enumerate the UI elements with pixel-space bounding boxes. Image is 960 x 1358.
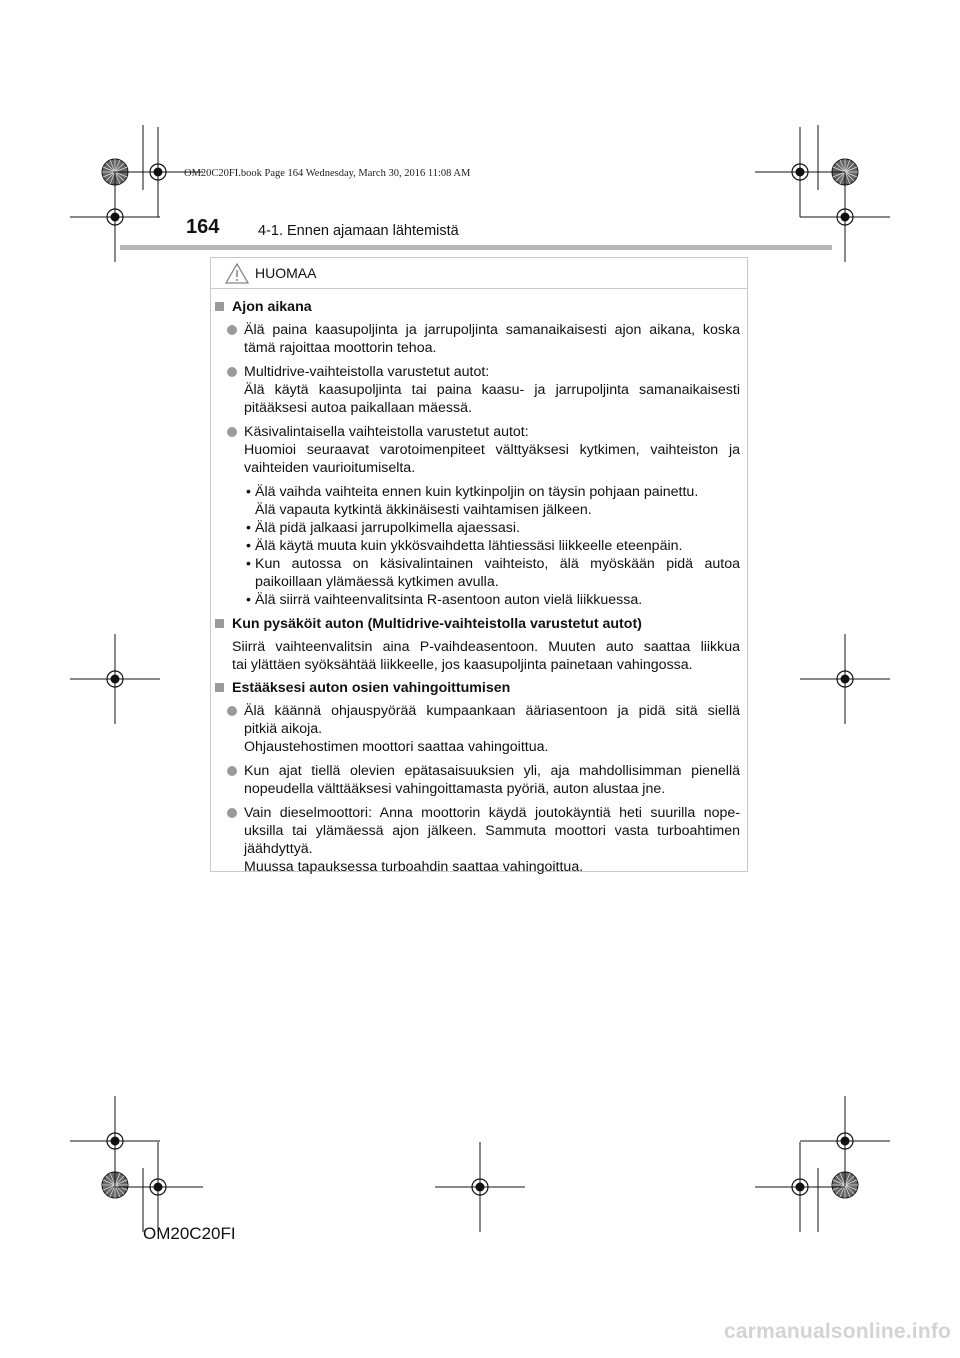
list-item: Vain dieselmoottori: Anna moottorin käydä joutokäyntiä heti suurilla nope- uksilla tai ylämäessä ajon jälkeen. Sammuta moottori vasta turboahtimen jäähdyttyä. Muussa tapauksessa turboahdin saattaa vahingoittua. — [211, 804, 747, 876]
list-item: Multidrive-vaihteistolla varustetut autot: Älä käytä kaasupoljinta tai paina kaasu- ja jarrupoljinta samanaikaisesti pitääksesi autoa paikallaan mäessä. — [211, 363, 747, 417]
print-info: OM20C20FI.book Page 164 Wednesday, March 30, 2016 11:08 AM — [184, 168, 471, 179]
square-bullet-icon — [215, 302, 224, 311]
notice-content — [211, 298, 747, 882]
notice-title: HUOMAA — [255, 265, 317, 281]
list-item: Älä paina kaasupoljinta ja jarrupoljinta samanaikaisesti ajon aikana, koska tämä rajoittaa moottorin tehoa. — [211, 321, 747, 357]
sub-list-item: • Älä pidä jalkaasi jarrupolkimella ajaessasi. — [246, 520, 520, 536]
sub-list-item: • Kun autossa on käsivalintainen vaihteisto, älä myöskään pidä autoa paikoillaan ylämäessä kytkimen avulla. — [246, 556, 740, 590]
circle-bullet-icon — [227, 427, 237, 437]
circle-bullet-icon — [227, 766, 237, 776]
square-bullet-icon — [215, 619, 224, 628]
circle-bullet-icon — [227, 706, 237, 716]
sub-list-item: • Älä siirrä vaihteenvalitsinta R-asentoon auton vielä liikkuessa. — [246, 592, 643, 608]
site-watermark[interactable]: carmanualsonline.info — [724, 1320, 952, 1343]
square-bullet-icon — [215, 683, 224, 692]
section-title: 4-1. Ennen ajamaan lähtemistä — [258, 223, 459, 239]
page-number: 164 — [186, 216, 220, 238]
circle-bullet-icon — [227, 325, 237, 335]
sub-list-item: • Älä käytä muuta kuin ykkösvaihdetta lähtiessäsi liikkeelle eteenpäin. — [246, 538, 683, 554]
section-heading: Ajon aikana — [215, 298, 747, 316]
section-heading: Estääksesi auton osien vahingoittumisen — [215, 679, 747, 697]
notice-header — [211, 258, 747, 289]
manual-code: OM20C20FI — [143, 1224, 236, 1243]
list-item: Käsivalintaisella vaihteistolla varustetut autot: Huomioi seuraavat varotoimenpiteet välttyäksesi kytkimen, vaihteiston ja vaihteiden vaurioitumiselta. — [211, 423, 747, 477]
section-heading: Kun pysäköit auton (Multidrive-vaihteistolla varustetut autot) — [215, 615, 747, 633]
circle-bullet-icon — [227, 808, 237, 818]
circle-bullet-icon — [227, 367, 237, 377]
header-rule — [120, 245, 832, 250]
sub-list-item: • Älä vaihda vaihteita ennen kuin kytkinpoljin on täysin pohjaan painettu. Älä vapauta kytkintä äkkinäisesti vaihtamisen jälkeen. — [246, 484, 699, 518]
warning-triangle-icon — [225, 263, 249, 284]
notice-box — [210, 257, 748, 875]
list-item: Kun ajat tiellä olevien epätasaisuuksien yli, aja mahdollisimman pienellä nopeudella välttääksesi vahingoittamasta pyöriä, auton alustaa jne. — [211, 762, 747, 798]
list-item: Älä käännä ohjauspyörää kumpaankaan ääriasentoon ja pidä sitä siellä pitkiä aikoja. Ohjaustehostimen moottori saattaa vahingoittua. — [211, 702, 747, 756]
paragraph: Siirrä vaihteenvalitsin aina P-vaihdeasentoon. Muuten auto saattaa liikkua tai ylättäen syöksähtää liikkeelle, jos kaasupoljinta painetaan vahingossa. — [232, 639, 740, 673]
